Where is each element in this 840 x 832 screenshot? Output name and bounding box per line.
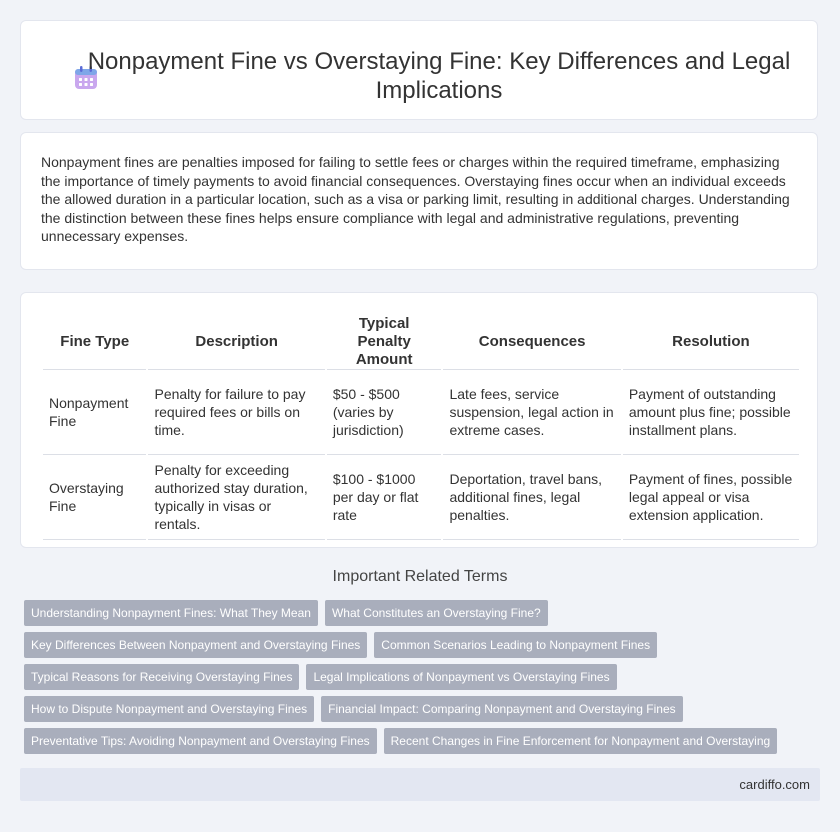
- table-cell: Payment of fines, possible legal appeal or visa extension application.: [622, 455, 799, 540]
- comparison-table-card: [20, 292, 818, 548]
- summary-text: Nonpayment fines are penalties imposed for failing to settle fees or charges within the required timeframe, emphasizing the importance of timely payments to avoid financial consequences. Overstaying fines occur when an individual exceeds the allowed duration in a particular location, such as a visa or parking limit, resulting in additional charges. Understanding the distinction between these fines helps ensure compliance with legal and administrative regulations, preventing unnecessary expenses.: [41, 154, 790, 245]
- related-term-link[interactable]: Key Differences Between Nonpayment and Overstaying Fines: [24, 632, 367, 658]
- column-header: Description: [147, 315, 325, 370]
- table-header-row: [43, 315, 799, 370]
- table-cell: Payment of outstanding amount plus fine; possible installment plans.: [622, 370, 799, 455]
- tag-row: [24, 600, 804, 626]
- table-cell: $50 - $500 (varies by jurisdiction): [326, 370, 443, 455]
- column-header: Fine Type: [43, 315, 147, 370]
- column-header: Resolution: [622, 315, 799, 370]
- table-cell: Deportation, travel bans, additional fines, legal penalties.: [442, 455, 621, 540]
- tag-row: [24, 632, 804, 658]
- tag-row: [24, 664, 804, 690]
- related-term-link[interactable]: Common Scenarios Leading to Nonpayment Fines: [374, 632, 657, 658]
- related-term-link[interactable]: Typical Reasons for Receiving Overstaying Fines: [24, 664, 299, 690]
- table-cell: Overstaying Fine: [43, 455, 147, 540]
- related-term-link[interactable]: Legal Implications of Nonpayment vs Overstaying Fines: [306, 664, 616, 690]
- related-term-link[interactable]: Preventative Tips: Avoiding Nonpayment and Overstaying Fines: [24, 728, 377, 754]
- table-cell: Penalty for failure to pay required fees or bills on time.: [147, 370, 325, 455]
- related-term-link[interactable]: Recent Changes in Fine Enforcement for Nonpayment and Overstaying: [384, 728, 778, 754]
- related-term-link[interactable]: What Constitutes an Overstaying Fine?: [325, 600, 548, 626]
- tag-row: [24, 728, 804, 754]
- tag-row: [24, 696, 804, 722]
- page-title: Nonpayment Fine vs Overstaying Fine: Key Differences and Legal Implications: [87, 48, 791, 104]
- table-cell: Penalty for exceeding authorized stay duration, typically in visas or rentals.: [147, 455, 325, 540]
- related-term-link[interactable]: How to Dispute Nonpayment and Overstaying Fines: [24, 696, 314, 722]
- table-row: [43, 455, 799, 540]
- related-term-link[interactable]: Financial Impact: Comparing Nonpayment and Overstaying Fines: [321, 696, 683, 722]
- comparison-table: [43, 315, 799, 540]
- related-term-link[interactable]: Understanding Nonpayment Fines: What They Mean: [24, 600, 318, 626]
- related-terms-list: [24, 600, 804, 760]
- summary-card: [20, 132, 818, 270]
- table-cell: $100 - $1000 per day or flat rate: [326, 455, 443, 540]
- table-row: [43, 370, 799, 455]
- title-card: [20, 20, 818, 120]
- column-header: Typical Penalty Amount: [326, 315, 443, 370]
- site-link[interactable]: cardiffo.com: [739, 777, 810, 792]
- table-cell: Nonpayment Fine: [43, 370, 147, 455]
- related-terms-heading: Important Related Terms: [332, 568, 508, 585]
- footer: [20, 768, 820, 801]
- column-header: Consequences: [442, 315, 621, 370]
- table-cell: Late fees, service suspension, legal action in extreme cases.: [442, 370, 621, 455]
